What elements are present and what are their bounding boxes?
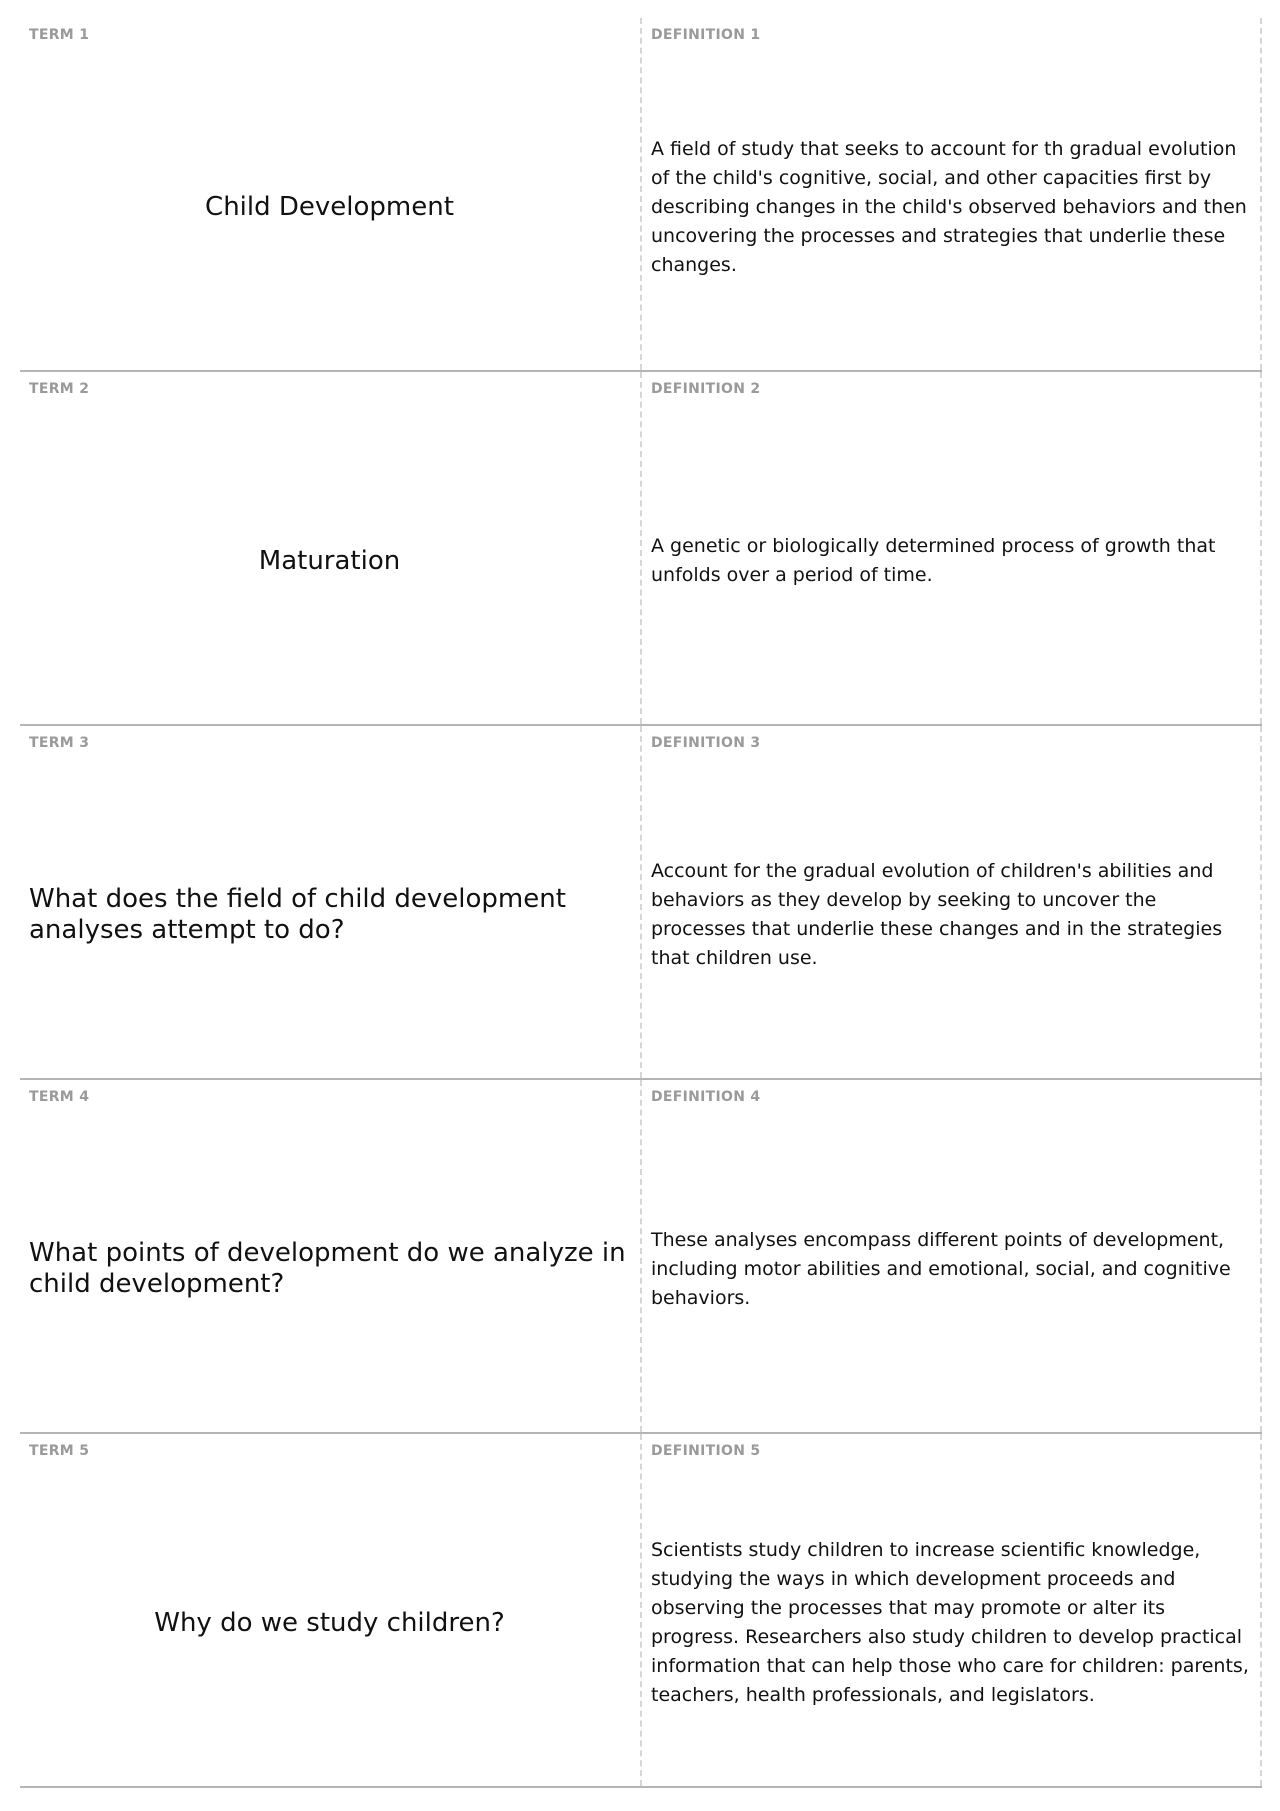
term-label: TERM 3 <box>29 735 90 751</box>
term-label: TERM 1 <box>29 27 90 43</box>
definition-cell <box>642 726 1262 1078</box>
flashcard-row <box>20 1434 1262 1788</box>
definition-body <box>651 762 1250 1068</box>
term-body <box>29 762 630 1068</box>
flashcard-row <box>20 18 1262 372</box>
definition-cell <box>642 372 1262 724</box>
term-body <box>29 408 630 714</box>
definition-body <box>651 1470 1250 1776</box>
term-cell <box>20 1434 642 1786</box>
definition-cell <box>642 18 1262 370</box>
term-label: TERM 2 <box>29 381 90 397</box>
term-cell <box>20 1080 642 1432</box>
term-text: Why do we study children? <box>154 1607 505 1638</box>
definition-text: A genetic or biologically determined process of growth that unfolds over a period of time. <box>651 535 1216 586</box>
term-text: What does the field of child development analyses attempt to do? <box>29 884 566 945</box>
term-body <box>29 1116 630 1422</box>
term-label: TERM 5 <box>29 1443 90 1459</box>
definition-label: DEFINITION 2 <box>651 381 761 397</box>
definition-cell <box>642 1080 1262 1432</box>
definition-label: DEFINITION 4 <box>651 1089 761 1105</box>
term-cell <box>20 726 642 1078</box>
definition-label: DEFINITION 1 <box>651 27 761 43</box>
flashcard-row <box>20 1080 1262 1434</box>
flashcard-row <box>20 372 1262 726</box>
term-body <box>29 54 630 360</box>
definition-body <box>651 54 1250 360</box>
term-text: Child Development <box>205 191 454 222</box>
term-body <box>29 1470 630 1776</box>
definition-text: A field of study that seeks to account for th gradual evolution of the child's cognitive, social, and other capacities first by describing changes in the child's observed behaviors and then uncovering the processes and strategies that underlie these changes. <box>651 137 1247 276</box>
term-cell <box>20 18 642 370</box>
definition-label: DEFINITION 5 <box>651 1443 761 1459</box>
definition-body <box>651 1116 1250 1422</box>
definition-label: DEFINITION 3 <box>651 735 761 751</box>
definition-text: Account for the gradual evolution of children's abilities and behaviors as they develop by seeking to uncover the processes that underlie these changes and in the strategies that children use. <box>651 860 1223 969</box>
term-cell <box>20 372 642 724</box>
definition-cell <box>642 1434 1262 1786</box>
term-text: What points of development do we analyze in child development? <box>29 1238 626 1299</box>
definition-body <box>651 408 1250 714</box>
flashcard-row <box>20 726 1262 1080</box>
term-label: TERM 4 <box>29 1089 90 1105</box>
definition-text: Scientists study children to increase scientific knowledge, studying the ways in which development proceeds and observing the processes that may promote or alter its progress. Researchers also study children to develop practical information that can help those who care for children: parents, teachers, health professionals, and legislators. <box>651 1539 1249 1706</box>
flashcard-sheet <box>20 18 1262 1788</box>
definition-text: These analyses encompass different points of development, including motor abilities and emotional, social, and cognitive behaviors. <box>651 1228 1231 1309</box>
term-text: Maturation <box>258 545 401 576</box>
